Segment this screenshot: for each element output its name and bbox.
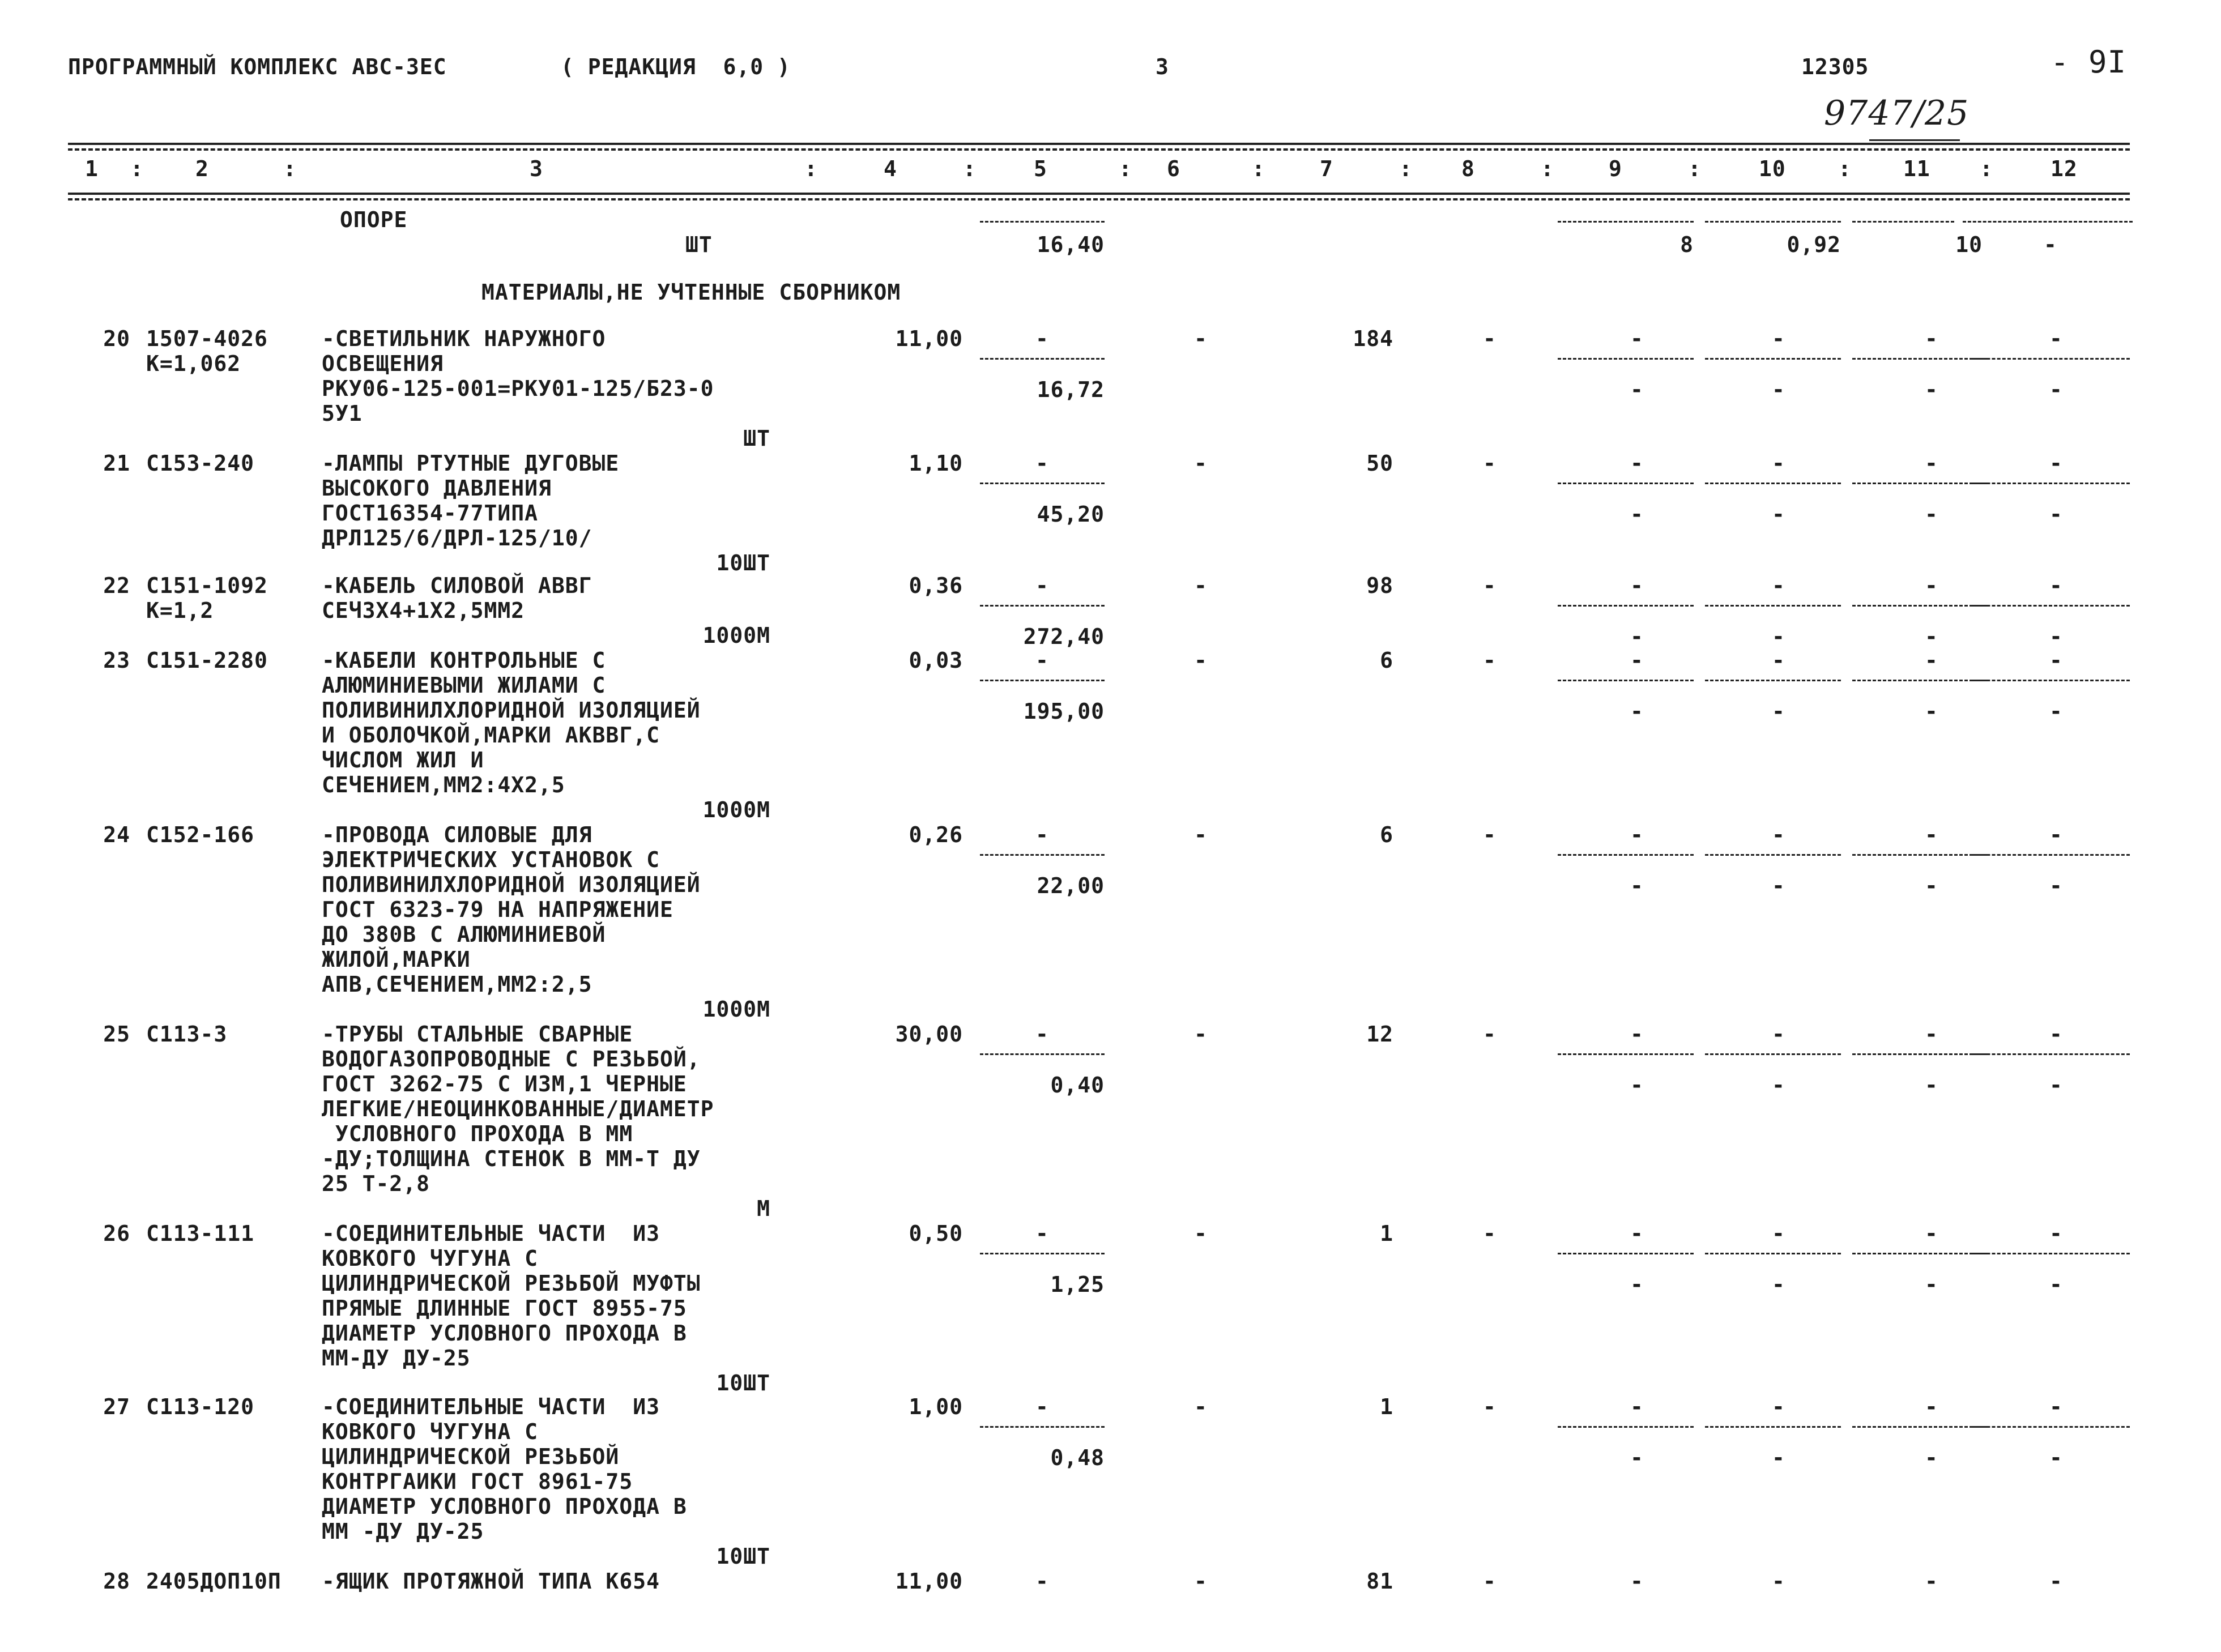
row-c5-value: 22,00 [1037,873,1105,898]
row-c9-top: - [1630,1022,1644,1047]
row-description: КОВКОГО ЧУГУНА С [322,1419,539,1444]
row-c12-line [1971,605,2130,607]
row-description: ЦИЛИНДРИЧЕСКОЙ РЕЗЬБОЙ [322,1444,620,1469]
row-description: ДО 380В С АЛЮМИНИЕВОЙ [322,922,606,947]
column-separator: : [1980,156,1993,181]
row-c12-top: - [2049,573,2063,598]
row-number: 25 [103,1022,130,1047]
row-c6: - [1194,326,1208,351]
row-c9-bottom: - [1630,502,1644,527]
row-c12-bottom: - [2049,377,2063,402]
row-unit: 1000М [702,797,770,822]
row-c11-line [1852,483,1988,484]
row-c8: - [1483,822,1497,847]
row-c9-top: - [1630,822,1644,847]
row-description: ОСВЕЩЕНИЯ [322,351,444,376]
row-description: АЛЮМИНИЕВЫМИ ЖИЛАМИ С [322,673,606,698]
header-rule-bottom-dashed [68,198,2130,200]
row-c12-line [1971,358,2130,360]
column-header-11: 11 [1903,156,1930,181]
row-c12-bottom: - [2049,873,2063,898]
row-c5-value: 272,40 [1023,624,1105,649]
row-description: ММ -ДУ ДУ-25 [322,1519,484,1544]
column-header-12: 12 [2051,156,2078,181]
row-description: СЕЧ3Х4+1Х2,5ММ2 [322,598,525,623]
column-header-9: 9 [1609,156,1622,181]
row-c12-line [1971,1053,2130,1055]
row-c10-line [1705,1426,1841,1428]
row-quantity: 1,00 [909,1394,963,1419]
row-c5-line [980,854,1105,856]
row-c12-bottom: - [2049,699,2063,724]
row-c5-top: - [1035,451,1049,476]
row-c5-line [980,358,1105,360]
page-number: - 9I [2051,44,2127,80]
row-description: ПОЛИВИНИЛХЛОРИДНОЙ ИЗОЛЯЦИЕЙ [322,872,701,897]
row-description: -КАБЕЛЬ СИЛОВОЙ АВВГ [322,573,592,598]
row-c5-top: - [1035,1569,1049,1594]
row-number: 27 [103,1394,130,1419]
row-number: 22 [103,573,130,598]
row-c7: 1 [1380,1394,1393,1419]
row-quantity: 0,50 [909,1221,963,1246]
row-c12-top: - [2049,1022,2063,1047]
row-c5-line [980,680,1105,681]
column-separator: : [283,156,297,181]
top-block-c12: - [2044,232,2057,257]
row-code: С151-1092 [146,573,268,598]
row-quantity: 30,00 [895,1022,963,1047]
row-c10-top: - [1772,451,1785,476]
row-description: ЖИЛОЙ,МАРКИ [322,947,471,972]
row-c8: - [1483,1394,1497,1419]
row-c8: - [1483,573,1497,598]
top-block-c5: 16,40 [1037,232,1105,257]
row-c11-bottom: - [1925,873,1938,898]
row-c10-line [1705,483,1841,484]
row-c11-bottom: - [1925,1445,1938,1470]
row-unit: 1000М [702,997,770,1022]
row-description: -КАБЕЛИ КОНТРОЛЬНЫЕ С [322,648,606,673]
program-title: ПРОГРАММНЫЙ КОМПЛЕКС АВС-3ЕС [68,54,447,79]
row-c9-bottom: - [1630,1272,1644,1297]
row-c5-line [980,1253,1105,1254]
row-c9-bottom: - [1630,624,1644,649]
row-unit: М [757,1196,770,1221]
row-c6: - [1194,1569,1208,1594]
row-c9-line [1558,1053,1694,1055]
row-description: ЭЛЕКТРИЧЕСКИХ УСТАНОВОК С [322,847,660,872]
row-c11-top: - [1925,648,1938,673]
row-description: ПОЛИВИНИЛХЛОРИДНОЙ ИЗОЛЯЦИЕЙ [322,698,701,723]
row-c11-top: - [1925,822,1938,847]
row-number: 26 [103,1221,130,1246]
row-description: АПВ,СЕЧЕНИЕМ,ММ2:2,5 [322,972,592,997]
row-c7: 98 [1366,573,1393,598]
column-header-8: 8 [1461,156,1475,181]
row-description: ВОДОГАЗОПРОВОДНЫЕ С РЕЗЬБОЙ, [322,1047,701,1072]
row-c12-line [1971,854,2130,856]
column-header-1: 1 [85,156,99,181]
top-block-label: ОПОРЕ [340,207,408,232]
row-c8: - [1483,326,1497,351]
row-c5-value: 195,00 [1023,699,1105,724]
row-description: КОНТРГАИКИ ГОСТ 8961-75 [322,1469,633,1494]
row-c5-value: 1,25 [1050,1272,1105,1297]
row-c9-line [1558,358,1694,360]
row-description: ГОСТ 3262-75 С ИЗМ,1 ЧЕРНЫЕ [322,1072,687,1096]
row-description: ЧИСЛОМ ЖИЛ И [322,748,484,772]
row-description: ЛЕГКИЕ/НЕОЦИНКОВАННЫЕ/ДИАМЕТР [322,1096,714,1121]
row-c5-top: - [1035,1022,1049,1047]
row-c5-top: - [1035,822,1049,847]
row-c11-top: - [1925,451,1938,476]
row-c11-top: - [1925,1394,1938,1419]
top-block-c9-line [1558,221,1694,223]
row-c6: - [1194,822,1208,847]
row-c5-value: 0,48 [1050,1445,1105,1470]
row-c10-bottom: - [1772,1073,1785,1098]
row-c11-line [1852,605,1988,607]
row-c10-top: - [1772,326,1785,351]
row-c9-top: - [1630,1569,1644,1594]
row-c10-line [1705,1253,1841,1254]
row-c9-line [1558,680,1694,681]
section-title: МАТЕРИАЛЫ,НЕ УЧТЕННЫЕ СБОРНИКОМ [481,280,901,305]
row-description: УСЛОВНОГО ПРОХОДА В ММ [322,1121,633,1146]
row-c9-top: - [1630,1221,1644,1246]
row-c5-top: - [1035,1221,1049,1246]
row-unit: ШТ [743,426,770,451]
row-c11-line [1852,358,1988,360]
row-number: 24 [103,822,130,847]
row-c9-top: - [1630,1394,1644,1419]
row-description: И ОБОЛОЧКОЙ,МАРКИ АКВВГ,С [322,723,660,748]
row-c5-line [980,605,1105,607]
row-c11-bottom: - [1925,699,1938,724]
row-c7: 184 [1353,326,1393,351]
row-description: 5У1 [322,401,363,426]
column-header-7: 7 [1320,156,1333,181]
row-c10-line [1705,1053,1841,1055]
top-block-c10: 0,92 [1787,232,1841,257]
row-c7: 12 [1366,1022,1393,1047]
row-c6: - [1194,1221,1208,1246]
row-c9-bottom: - [1630,1445,1644,1470]
top-block-c10-line [1705,221,1841,223]
row-c11-bottom: - [1925,502,1938,527]
row-c10-bottom: - [1772,873,1785,898]
row-description: РКУ06-125-001=РКУ01-125/Б23-0 [322,376,714,401]
row-quantity: 0,36 [909,573,963,598]
column-header-3: 3 [530,156,543,181]
row-c10-top: - [1772,648,1785,673]
row-c11-top: - [1925,326,1938,351]
column-separator: : [1838,156,1852,181]
row-description: -ТРУБЫ СТАЛЬНЫЕ СВАРНЫЕ [322,1022,633,1047]
column-separator: : [1688,156,1702,181]
top-block-c9: 8 [1680,232,1694,257]
row-c12-line [1971,483,2130,484]
row-c11-line [1852,854,1988,856]
row-description: -ДУ;ТОЛЩИНА СТЕНОК В ММ-Т ДУ [322,1146,701,1171]
row-c8: - [1483,648,1497,673]
row-description: -ЯЩИК ПРОТЯЖНОЙ ТИПА К654 [322,1569,660,1594]
row-description: ГОСТ 6323-79 НА НАПРЯЖЕНИЕ [322,897,673,922]
header-rule-top-dashed [68,148,2130,151]
row-c7: 50 [1366,451,1393,476]
row-c12-top: - [2049,1221,2063,1246]
row-c9-line [1558,605,1694,607]
row-c12-top: - [2049,648,2063,673]
row-code: С113-111 [146,1221,255,1246]
row-description: ГОСТ16354-77ТИПА [322,501,539,526]
row-c8: - [1483,1221,1497,1246]
row-code: С113-120 [146,1394,255,1419]
row-c10-top: - [1772,1221,1785,1246]
row-c12-bottom: - [2049,1445,2063,1470]
row-c10-top: - [1772,822,1785,847]
row-c7: 6 [1380,648,1393,673]
column-separator: : [963,156,977,181]
row-description: КОВКОГО ЧУГУНА С [322,1246,539,1271]
top-block-c11: 10 [1955,232,1983,257]
row-c10-bottom: - [1772,699,1785,724]
row-number: 28 [103,1569,130,1594]
row-quantity: 0,26 [909,822,963,847]
row-unit: 10ШТ [716,1371,770,1395]
row-c5-top: - [1035,648,1049,673]
row-description: 25 Т-2,8 [322,1171,430,1196]
row-c12-line [1971,1253,2130,1254]
row-c11-bottom: - [1925,1073,1938,1098]
column-header-4: 4 [884,156,897,181]
row-c12-bottom: - [2049,502,2063,527]
row-c11-top: - [1925,1022,1938,1047]
row-c6: - [1194,1394,1208,1419]
row-c12-top: - [2049,822,2063,847]
row-c9-top: - [1630,648,1644,673]
row-description: ЦИЛИНДРИЧЕСКОЙ РЕЗЬБОЙ МУФТЫ [322,1271,701,1296]
row-c5-top: - [1035,326,1049,351]
row-c11-top: - [1925,573,1938,598]
row-description: ДИАМЕТР УСЛОВНОГО ПРОХОДА В [322,1321,687,1346]
row-c5-line [980,483,1105,484]
row-c10-bottom: - [1772,377,1785,402]
row-code: 2405ДОП10П [146,1569,282,1594]
row-code: К=1,062 [146,351,241,376]
row-c11-bottom: - [1925,1272,1938,1297]
row-c11-top: - [1925,1221,1938,1246]
doc-code: 12305 [1801,54,1869,79]
row-unit: 1000М [702,623,770,648]
row-quantity: 1,10 [909,451,963,476]
handwritten-number: 9747/25 [1824,93,1970,133]
row-c6: - [1194,573,1208,598]
row-c11-bottom: - [1925,377,1938,402]
row-c6: - [1194,451,1208,476]
row-c10-top: - [1772,573,1785,598]
row-code: С153-240 [146,451,255,476]
column-separator: : [1119,156,1132,181]
handwritten-underline [1869,139,1960,141]
row-c9-bottom: - [1630,873,1644,898]
row-description: ДИАМЕТР УСЛОВНОГО ПРОХОДА В [322,1494,687,1519]
row-c9-bottom: - [1630,699,1644,724]
row-c7: 6 [1380,822,1393,847]
row-description: ПРЯМЫЕ ДЛИННЫЕ ГОСТ 8955-75 [322,1296,687,1321]
row-c9-top: - [1630,451,1644,476]
column-separator: : [804,156,818,181]
row-c12-top: - [2049,1394,2063,1419]
column-separator: : [1252,156,1265,181]
row-c9-line [1558,1426,1694,1428]
row-c8: - [1483,1569,1497,1594]
top-block-c12-line [1963,221,2133,223]
row-c6: - [1194,648,1208,673]
row-c11-line [1852,1053,1988,1055]
row-c12-top: - [2049,451,2063,476]
row-c7: 1 [1380,1221,1393,1246]
row-c10-line [1705,605,1841,607]
row-c10-bottom: - [1772,624,1785,649]
row-description: ДРЛ125/6/ДРЛ-125/10/ [322,526,592,550]
row-c9-line [1558,854,1694,856]
row-c10-top: - [1772,1394,1785,1419]
top-block-c11-line [1852,221,1954,223]
row-c5-value: 45,20 [1037,502,1105,527]
row-c10-bottom: - [1772,1445,1785,1470]
row-c12-bottom: - [2049,1073,2063,1098]
row-c9-bottom: - [1630,377,1644,402]
row-number: 21 [103,451,130,476]
row-c10-top: - [1772,1022,1785,1047]
row-description: -СОЕДИНИТЕЛЬНЫЕ ЧАСТИ ИЗ [322,1394,660,1419]
sheet-number: 3 [1156,54,1169,79]
row-description: -ЛАМПЫ РТУТНЫЕ ДУГОВЫЕ [322,451,620,476]
row-c5-value: 16,72 [1037,377,1105,402]
row-code: 1507-4026 [146,326,268,351]
column-header-6: 6 [1167,156,1180,181]
header-rule-bottom [68,193,2130,195]
row-c11-line [1852,1426,1988,1428]
row-description: -СОЕДИНИТЕЛЬНЫЕ ЧАСТИ ИЗ [322,1221,660,1246]
row-c12-bottom: - [2049,624,2063,649]
row-c10-bottom: - [1772,1272,1785,1297]
row-code: С113-3 [146,1022,228,1047]
column-separator: : [1399,156,1413,181]
column-header-5: 5 [1034,156,1047,181]
row-c5-line [980,1053,1105,1055]
row-c5-value: 0,40 [1050,1073,1105,1098]
row-c10-line [1705,680,1841,681]
row-c9-line [1558,483,1694,484]
row-c12-top: - [2049,1569,2063,1594]
row-c12-line [1971,1426,2130,1428]
column-separator: : [1541,156,1554,181]
row-c10-bottom: - [1772,502,1785,527]
row-c9-top: - [1630,326,1644,351]
row-c6: - [1194,1022,1208,1047]
row-c11-bottom: - [1925,624,1938,649]
row-code: С152-166 [146,822,255,847]
row-c10-top: - [1772,1569,1785,1594]
row-description: -СВЕТИЛЬНИК НАРУЖНОГО [322,326,606,351]
row-unit: 10ШТ [716,1544,770,1569]
row-number: 23 [103,648,130,673]
column-separator: : [130,156,144,181]
column-header-2: 2 [195,156,209,181]
row-quantity: 11,00 [895,1569,963,1594]
row-c9-line [1558,1253,1694,1254]
row-c12-top: - [2049,326,2063,351]
row-c8: - [1483,451,1497,476]
row-c10-line [1705,854,1841,856]
row-description: ММ-ДУ ДУ-25 [322,1346,471,1371]
header-rule-top [68,143,2130,145]
row-c5-top: - [1035,1394,1049,1419]
row-description: ВЫСОКОГО ДАВЛЕНИЯ [322,476,552,501]
column-header-10: 10 [1759,156,1786,181]
row-c5-top: - [1035,573,1049,598]
row-c12-line [1971,680,2130,681]
top-block-unit: ШТ [685,232,713,257]
row-c11-line [1852,1253,1988,1254]
row-c12-bottom: - [2049,1272,2063,1297]
row-number: 20 [103,326,130,351]
row-c7: 81 [1366,1569,1393,1594]
row-quantity: 0,03 [909,648,963,673]
row-c5-line [980,1426,1105,1428]
row-c9-bottom: - [1630,1073,1644,1098]
row-description: СЕЧЕНИЕМ,ММ2:4Х2,5 [322,772,565,797]
row-unit: 10ШТ [716,550,770,575]
row-code: К=1,2 [146,598,214,623]
row-code: С151-2280 [146,648,268,673]
edition-label: ( РЕДАКЦИЯ 6,0 ) [561,54,791,79]
row-description: -ПРОВОДА СИЛОВЫЕ ДЛЯ [322,822,592,847]
top-block-c5-line [980,221,1105,223]
row-c8: - [1483,1022,1497,1047]
row-c11-top: - [1925,1569,1938,1594]
row-c9-top: - [1630,573,1644,598]
row-c11-line [1852,680,1988,681]
row-c10-line [1705,358,1841,360]
row-quantity: 11,00 [895,326,963,351]
